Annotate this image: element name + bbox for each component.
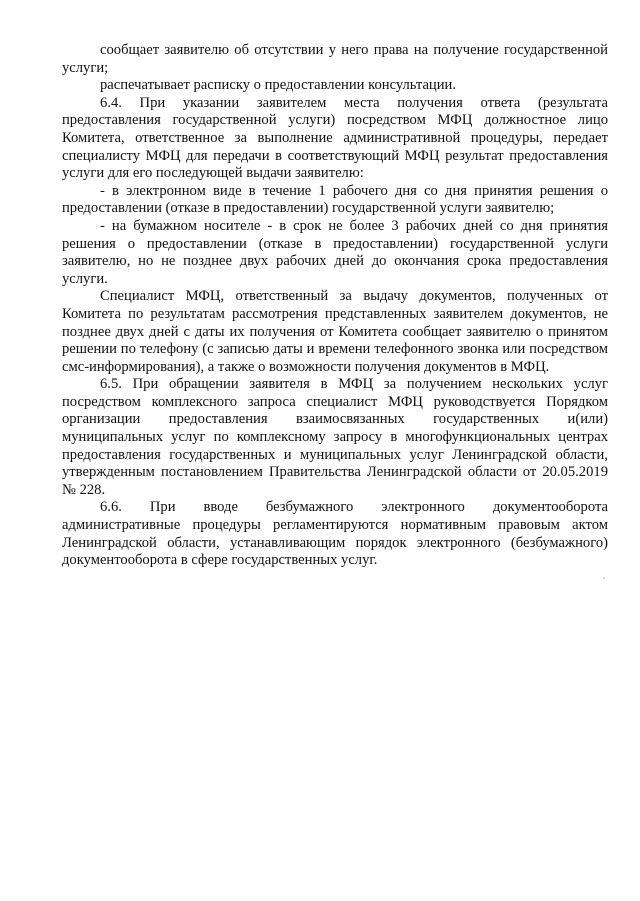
paragraph-6-5: 6.5. При обращении заявителя в МФЦ за получением нескольких услуг посредством комплексного запроса специалист МФЦ руководствуется Порядком организации предоставления взаимосвязанных государственных и(или) муниципальных услуг по комплексному запросу в многофункциональных центрах предоставления государственных и муниципальных услуг Ленинградской области, утвержденным постановлением Правительства Ленинградской области от 20.05.2019 № 228. (62, 376, 608, 498)
paragraph-notify-no-right: сообщает заявителю об отсутствии у него права на получение государственной услуги; (62, 42, 608, 76)
scan-artifact (603, 577, 605, 579)
paragraph-6-6: 6.6. При вводе безбумажного электронного документооборота административные процедуры регламентируются нормативным правовым актом Ленинградской области, устанавливающим порядок электронного (безбумажного) документооборота в сфере государственных услуг. (62, 499, 608, 569)
paragraph-6-4: 6.4. При указании заявителем места получения ответа (результата предоставления государственной услуги) посредством МФЦ должностное лицо Комитета, ответственное за выполнение административной процедуры, передает специалисту МФЦ для передачи в соответствующий МФЦ результат предоставления услуги для его последующей выдачи заявителю: (62, 94, 608, 182)
paragraph-mfc-specialist: Специалист МФЦ, ответственный за выдачу документов, полученных от Комитета по результатам рассмотрения представленных заявителем документов, не позднее двух дней с даты их получения от Комитета сообщает заявителю о принятом решении по телефону (с записью даты и времени телефонного звонка или посредством смс-информирования), а также о возможности получения документов в МФЦ. (62, 288, 608, 375)
document-body (62, 42, 608, 570)
paragraph-paper-form: - на бумажном носителе - в срок не более 3 рабочих дней со дня принятия решения о предоставлении (отказе в предоставлении) государственной услуги заявителю, но не позднее двух рабочих дней до окончания срока предоставления услуги. (62, 217, 608, 287)
paragraph-print-receipt: распечатывает расписку о предоставлении консультации. (100, 77, 457, 94)
paragraph-electronic-form: - в электронном виде в течение 1 рабочего дня со дня принятия решения о предоставлении (отказе в предоставлении) государственной услуги заявителю; (62, 182, 608, 217)
